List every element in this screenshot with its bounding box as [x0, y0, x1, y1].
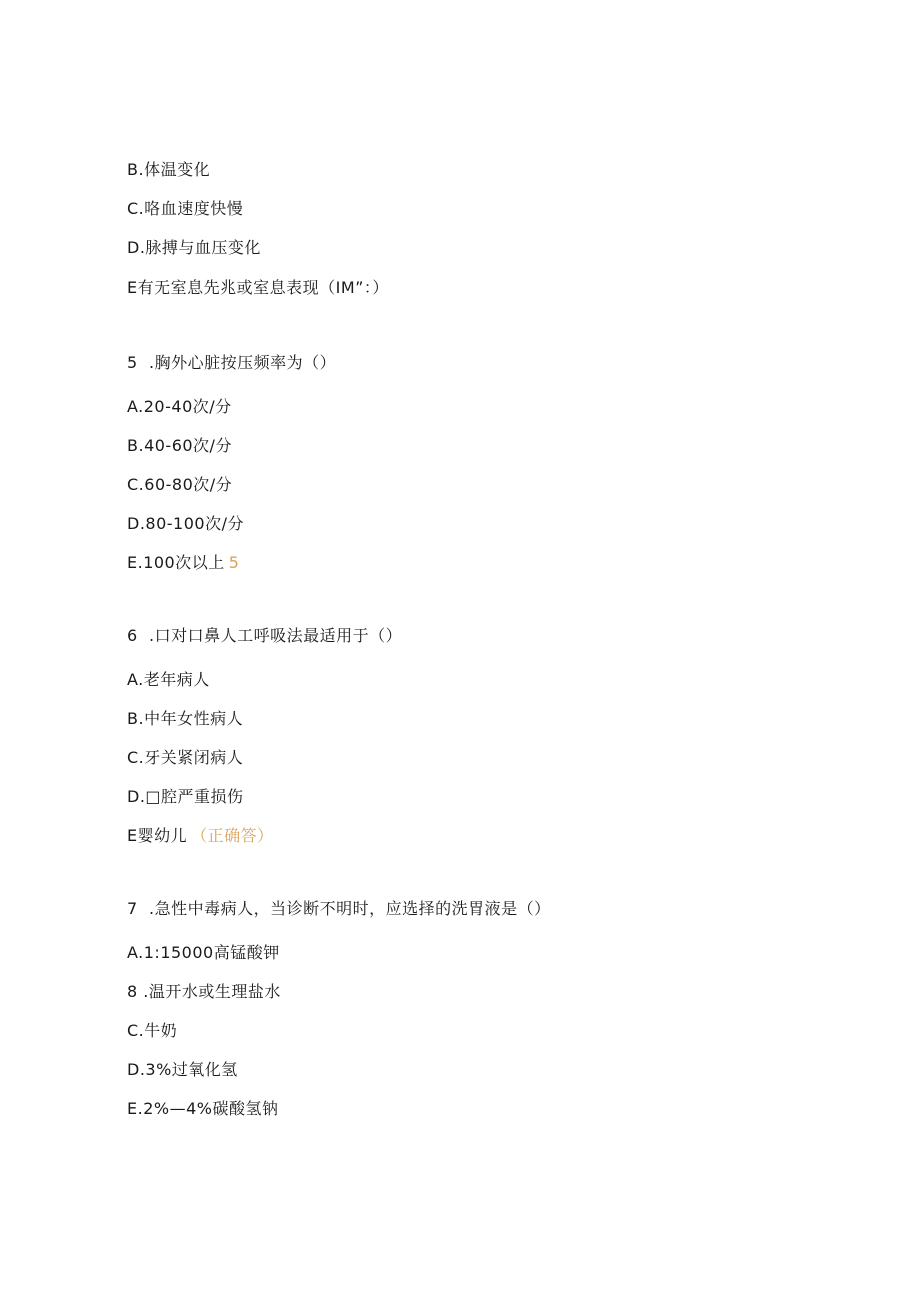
q6-option-a: A.老年病人	[127, 670, 210, 689]
q7-number: 7	[127, 899, 138, 918]
q6-answer-mark: （正确答）	[191, 826, 274, 845]
q4-option-e: E有无室息先兆或室息表现（IM”：）	[127, 278, 389, 297]
q7-stem: .急性中毒病人，当诊断不明时，应选择的洗胃液是（）	[149, 899, 551, 918]
q6-option-b: B.中年女性病人	[127, 709, 244, 728]
q5-option-d: D.80-100次/分	[127, 514, 244, 533]
q5-number: 5	[127, 353, 138, 372]
q6-stem-line	[127, 626, 402, 646]
q7-stem-line	[127, 899, 551, 919]
q5-option-a: A.20-40次/分	[127, 397, 232, 416]
q6-option-c: C.牙关紧闭病人	[127, 748, 244, 767]
q5-answer-mark: 5	[228, 553, 240, 572]
q5-option-e: E.100次以上	[127, 553, 225, 572]
q6-option-e: E婴幼儿	[127, 826, 188, 845]
q7-option-d: D.3%过氧化氢	[127, 1060, 238, 1079]
q4-option-d: D.脉搏与血压变化	[127, 238, 261, 257]
q5-stem: .胸外心脏按压频率为（）	[149, 353, 337, 372]
q6-option-d: D.□腔严重损伤	[127, 787, 244, 806]
q7-option-c: C.牛奶	[127, 1021, 178, 1040]
q5-option-b: B.40-60次/分	[127, 436, 232, 455]
q5-stem-line	[127, 353, 336, 373]
q6-option-e-line	[127, 826, 274, 846]
q7-option-e: E.2%—4%碳酸氢钠	[127, 1099, 279, 1118]
q6-stem: .口对口鼻人工呼吸法最适用于（）	[149, 626, 403, 645]
q6-number: 6	[127, 626, 138, 645]
q5-option-e-line	[127, 553, 239, 573]
q4-option-b: B.体温变化	[127, 160, 211, 179]
q5-option-c: C.60-80次/分	[127, 475, 233, 494]
q7-option-a: A.1:15000高锰酸钾	[127, 943, 280, 962]
q7-option-b: 8 .温开水或生理盐水	[127, 982, 281, 1001]
q4-option-c: C.咯血速度快慢	[127, 199, 244, 218]
